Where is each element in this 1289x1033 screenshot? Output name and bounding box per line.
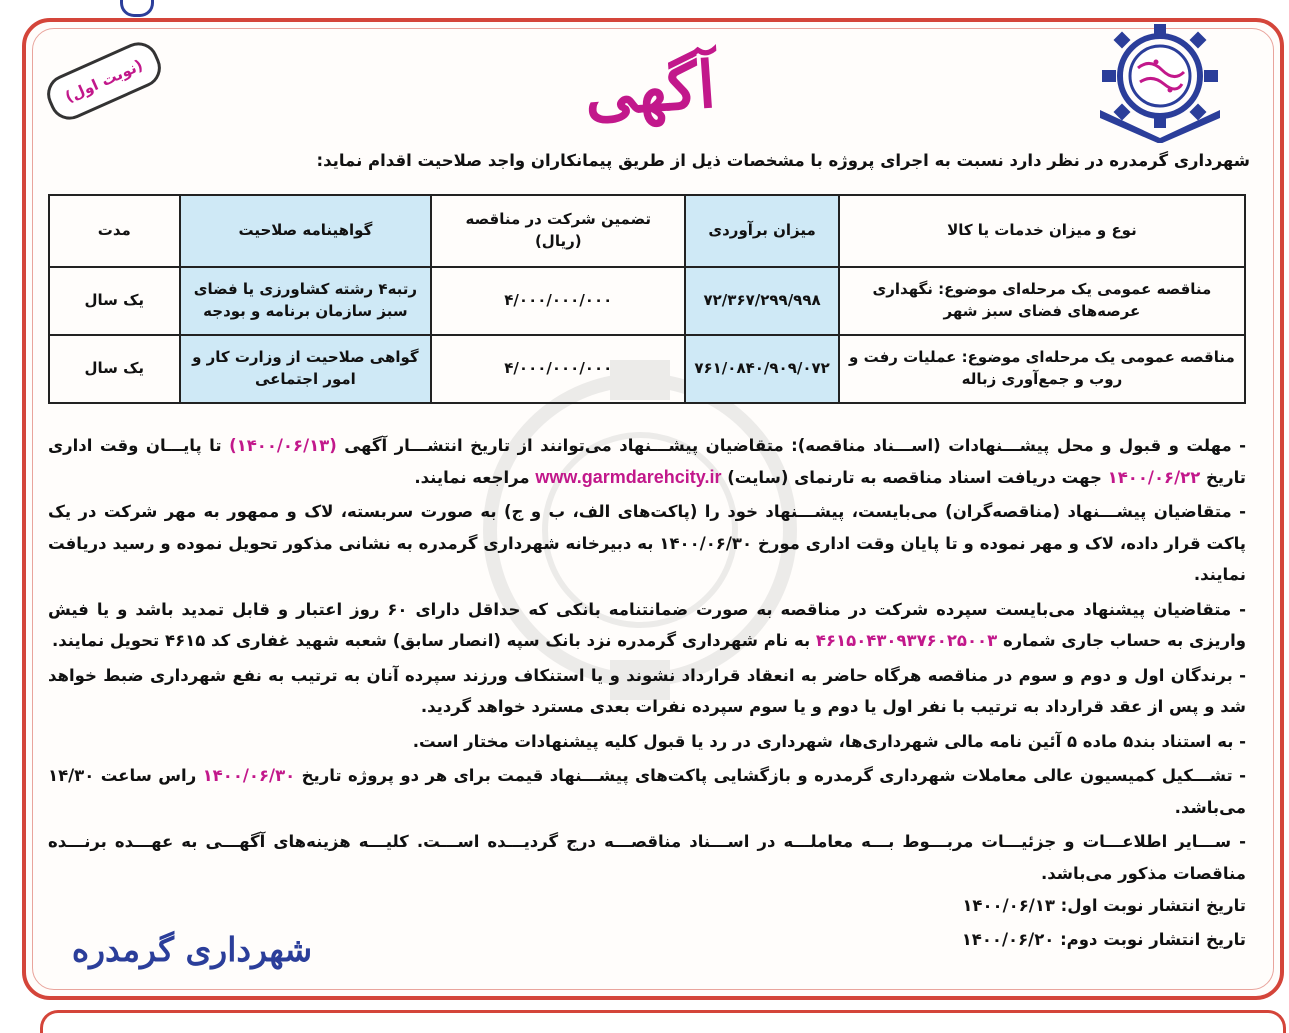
row-certificate: رتبه۴ رشته کشاورزی یا فضای سبز سازمان برنامه و بودجه	[180, 267, 432, 335]
row-guarantee: ۴/۰۰۰/۰۰۰/۰۰۰	[431, 267, 685, 335]
next-notice-edge	[40, 1010, 1286, 1033]
row-type: مناقصه عمومی یک مرحله‌ای موضوع: نگهداری عرصه‌های فضای سبز شهر	[839, 267, 1245, 335]
account-number: ۴۶۱۵۰۴۳۰۹۳۷۶۰۲۵۰۰۳	[815, 631, 998, 650]
condition-text: - تشـــکیل کمیسیون عالی معاملات شهرداری گرمدره و بازگشایی پاکت‌های پیشـــنهاد قیمت برای هر دو پروژه تاریخ	[301, 766, 1246, 785]
header-guarantee: تضمین شرکت در مناقصه (ریال)	[431, 195, 685, 267]
condition-deadline	[48, 430, 1246, 493]
row-type: مناقصه عمومی یک مرحله‌ای موضوع: عملیات رفت و روب و جمع‌آوری زباله	[839, 335, 1245, 403]
condition-winners: - برندگان اول و دوم و سوم در مناقصه هرگاه حاضر به انعقاد قرارداد نشوند و یا استنکاف ورزند سپرده آنان به ترتیب به نفع شهرداری ضبط خواهد شد و پس از عقد قرارداد به ترتیب با نفر اول یا دوم و یا سوم سپرده نفرات بعدی مسترد خواهد گردید.	[48, 665, 1246, 716]
publish-date-first: تاریخ انتشار نوبت اول: ۱۴۰۰/۰۶/۱۳	[962, 896, 1246, 915]
signature-municipality: شهرداری گرمدره	[71, 930, 313, 969]
condition-text: - متقاضیان پیشنهاد می‌بایست سپرده شرکت در مناقصه به صورت ضمانتنامه بانکی که حداقل دارای ۶۰ روز اعتبار و قابل تمدید باشد و یا فیش واریزی به حساب جاری شماره	[48, 599, 1246, 650]
condition-text: به نام شهرداری گرمدره نزد بانک سپه (انصار سابق) شعبه شهید غفاری کد ۴۶۱۵ تحویل نمایند.	[51, 631, 811, 650]
table-header-row	[49, 195, 1245, 267]
municipality-emblem-icon	[1090, 18, 1230, 143]
publish-date: (۱۴۰۰/۰۶/۱۳)	[229, 436, 337, 455]
tender-table	[48, 194, 1246, 404]
condition-text: جهت دریافت اسناد مناقصه به تارنمای (سایت)	[727, 467, 1102, 487]
condition-opening	[48, 760, 1246, 823]
intro-text: شهرداری گرمدره در نظر دارد نسبت به اجرای پروژه با مشخصات ذیل از طریق پیمانکاران واجد صلاحیت اقدام نماید:	[316, 151, 1250, 170]
header-estimate: میزان برآوردی	[685, 195, 838, 267]
condition-other: - ســـایر اطلاعـــات و جزئیـــات مربـــوط بـــه معاملـــه در اســـناد مناقصـــه درج گردیـــده اســـت. کلیـــه هزینه‌های آگهـــی به عهـــده برنـــده مناقصات مذکور می‌باشد.	[48, 832, 1246, 883]
header-duration: مدت	[49, 195, 180, 267]
table-row	[49, 267, 1245, 335]
decorative-swash	[120, 0, 154, 17]
row-estimate: ۷۶۱/۰۸۴۰/۹۰۹/۰۷۲	[685, 335, 838, 403]
condition-text: راس ساعت ۱۴/۳۰ می‌باشد.	[48, 766, 1246, 817]
deadline-date: ۱۴۰۰/۰۶/۲۲	[1107, 467, 1201, 487]
condition-submission: - متقاضیان پیشـــنهاد (مناقصه‌گران) می‌بایست، پیشـــنهاد خود را (پاکت‌های الف، ب و ج) به صورت سربسته، لاک و ممهور به مهر شرکت در یک پاکت قرار داده، لاک و مهر نموده و تا پایان وقت اداری مورخ ۱۴۰۰/۰۶/۳۰ به دبیرخانه شهرداری گرمدره به نشانی مذکور تحویل نموده و رسید دریافت نمایند.	[48, 502, 1246, 584]
row-guarantee: ۴/۰۰۰/۰۰۰/۰۰۰	[431, 335, 685, 403]
condition-text: - مهلت و قبول و محل پیشـــنهادات (اســـناد مناقصه): متقاضیان پیشـــنهاد می‌توانند از تاریخ انتشـــار آگهی	[344, 436, 1247, 455]
publish-date-second: تاریخ انتشار نوبت دوم: ۱۴۰۰/۰۶/۲۰	[961, 930, 1246, 949]
header-type: نوع و میزان خدمات یا کالا	[839, 195, 1245, 267]
condition-rights: - به استناد بند۵ ماده ۵ آئین نامه مالی شهرداری‌ها، شهرداری در رد یا قبول کلیه پیشنهادات مختار است.	[412, 731, 1246, 751]
header-certificate: گواهینامه صلاحیت	[180, 195, 432, 267]
row-certificate: گواهی صلاحیت از وزارت کار و امور اجتماعی	[180, 335, 432, 403]
conditions-text	[48, 430, 1246, 892]
condition-text: تا پایـــان وقت اداری تاریخ	[48, 436, 1246, 487]
opening-date: ۱۴۰۰/۰۶/۳۰	[202, 766, 296, 785]
table-row	[49, 335, 1245, 403]
condition-deposit	[48, 594, 1246, 657]
row-duration: یک سال	[49, 335, 180, 403]
row-estimate: ۷۲/۳۶۷/۲۹۹/۹۹۸	[685, 267, 838, 335]
notice-round-badge: (نوبت اول)	[41, 36, 168, 126]
row-duration: یک سال	[49, 267, 180, 335]
notice-title: آگهی	[581, 47, 719, 132]
condition-text: مراجعه نمایند.	[414, 467, 530, 487]
website-link[interactable]: www.garmdarehcity.ir	[535, 466, 722, 487]
